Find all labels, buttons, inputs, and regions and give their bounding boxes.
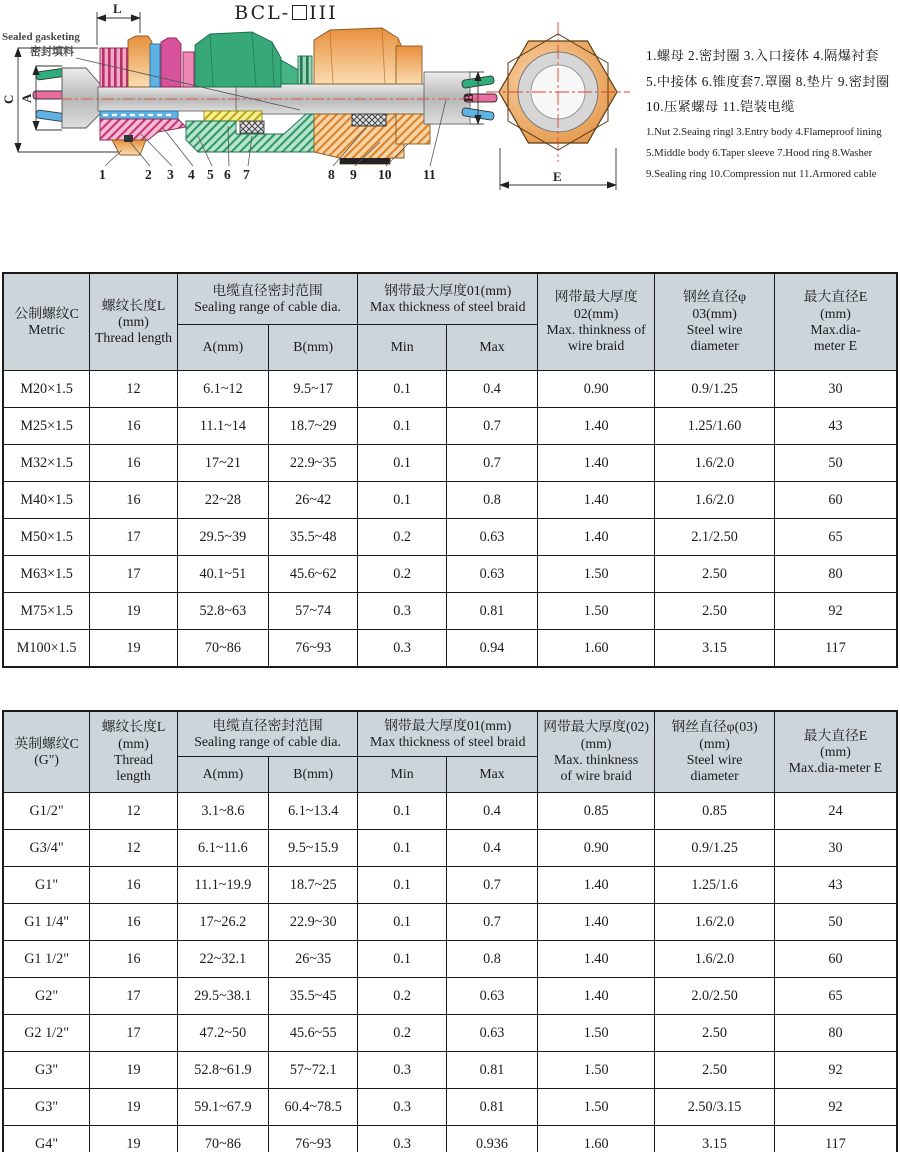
- table-cell: 17~26.2: [177, 904, 268, 941]
- table-cell: 30: [774, 830, 897, 867]
- table-cell: 17~21: [177, 445, 268, 482]
- part-number: 2: [145, 167, 152, 182]
- table-cell: 60: [774, 941, 897, 978]
- table-cell: 117: [774, 1126, 897, 1152]
- table-cell: 3.1~8.6: [177, 793, 268, 830]
- part-number: 10: [378, 167, 392, 182]
- legend-en-line: 9.Sealing ring 10.Compression nut 11.Armored cable: [646, 167, 877, 180]
- table-row: [3, 556, 897, 593]
- table-cell: 3.15: [655, 630, 775, 668]
- table-cell: 22~32.1: [177, 941, 268, 978]
- hex-end-view: [486, 22, 630, 190]
- table-cell: 1.40: [538, 941, 655, 978]
- table-row: [3, 1126, 897, 1152]
- table-cell: 0.4: [446, 371, 537, 408]
- col-header-wire-braid: 网带最大厚度 02(mm) Max. thinkness of wire braid: [538, 273, 655, 371]
- table-cell: 1.50: [538, 1089, 655, 1126]
- col-header-max-diameter: 最大直径E (mm) Max.dia-meter E: [774, 711, 897, 793]
- table-cell: 0.63: [446, 1015, 537, 1052]
- table-cell: 0.90: [538, 830, 655, 867]
- table-row: [3, 519, 897, 556]
- table-cell: 80: [774, 556, 897, 593]
- table-row: [3, 408, 897, 445]
- table-cell: 47.2~50: [177, 1015, 268, 1052]
- table-cell: 1.6/2.0: [655, 904, 775, 941]
- table-cell: 26~42: [269, 482, 358, 519]
- table-cell: 0.7: [446, 445, 537, 482]
- part-number: 7: [243, 167, 250, 182]
- table-cell: 22~28: [177, 482, 268, 519]
- table-cell: 0.3: [358, 1126, 447, 1152]
- col-header-metric-thread: 公制螺纹C Metric: [3, 273, 90, 371]
- table-cell: 0.85: [538, 793, 655, 830]
- col-header-thread-length: 螺纹长度L (mm) Thread length: [90, 711, 178, 793]
- table-cell: 1.50: [538, 1052, 655, 1089]
- table-row: [3, 1015, 897, 1052]
- table-cell: 18.7~29: [269, 408, 358, 445]
- table-cell: 22.9~30: [269, 904, 358, 941]
- col-header-steel-wire: 钢丝直径φ(03) (mm) Steel wire diameter: [655, 711, 775, 793]
- table-cell: 0.936: [446, 1126, 537, 1152]
- table-row: [3, 445, 897, 482]
- table-cell: 65: [774, 519, 897, 556]
- table-row: [3, 371, 897, 408]
- table-cell: 0.2: [358, 556, 447, 593]
- table-cell: 92: [774, 1052, 897, 1089]
- col-header-max: Max: [446, 757, 537, 793]
- table-cell: 9.5~15.9: [269, 830, 358, 867]
- table-cell: 1.50: [538, 593, 655, 630]
- table-cell: 19: [90, 1089, 178, 1126]
- table-cell: M20×1.5: [3, 371, 90, 408]
- table-cell: 0.1: [358, 941, 447, 978]
- table-cell: 16: [90, 482, 178, 519]
- table-cell: 11.1~19.9: [177, 867, 268, 904]
- dim-label-b: B: [461, 93, 476, 102]
- table-cell: 0.1: [358, 408, 447, 445]
- table-row: [3, 1089, 897, 1126]
- table-cell: 50: [774, 445, 897, 482]
- col-header-sealing-range: 电缆直径密封范围 Sealing range of cable dia.: [177, 273, 358, 325]
- model-prefix: BCL-: [234, 2, 291, 24]
- table-cell: 52.8~63: [177, 593, 268, 630]
- table-cell: 0.7: [446, 904, 537, 941]
- table-cell: 17: [90, 1015, 178, 1052]
- cross-section-diagram: [33, 28, 497, 164]
- table-cell: 19: [90, 630, 178, 668]
- table-cell: 16: [90, 408, 178, 445]
- table-cell: 0.81: [446, 593, 537, 630]
- table-cell: 1.40: [538, 408, 655, 445]
- table-cell: 70~86: [177, 630, 268, 668]
- table-cell: 92: [774, 593, 897, 630]
- table-cell: 1.6/2.0: [655, 445, 775, 482]
- taper-strip-yellow: [204, 111, 262, 121]
- col-header-min: Min: [358, 325, 447, 371]
- table-cell: 0.7: [446, 867, 537, 904]
- table-cell: 2.50: [655, 556, 775, 593]
- table-cell: 0.4: [446, 830, 537, 867]
- dim-label-e: E: [553, 169, 562, 184]
- dim-label-l: L: [113, 1, 122, 16]
- table-cell: 29.5~38.1: [177, 978, 268, 1015]
- table-cell: 1.25/1.6: [655, 867, 775, 904]
- table-cell: 92: [774, 1089, 897, 1126]
- cable-sheath-left: [62, 68, 100, 128]
- green-thread: [298, 56, 312, 84]
- table-cell: G1/2": [3, 793, 90, 830]
- table-cell: 1.40: [538, 867, 655, 904]
- table-cell: 1.6/2.0: [655, 941, 775, 978]
- table-cell: 1.60: [538, 630, 655, 668]
- table-cell: 9.5~17: [269, 371, 358, 408]
- table-cell: G3/4": [3, 830, 90, 867]
- table-cell: 50: [774, 904, 897, 941]
- callout-zh: 密封填料: [30, 46, 74, 58]
- table-cell: 43: [774, 867, 897, 904]
- table-cell: 1.40: [538, 519, 655, 556]
- part-number: 11: [423, 167, 436, 182]
- table-cell: 12: [90, 371, 178, 408]
- model-suffix: III: [309, 2, 338, 24]
- col-header-steel-wire: 钢丝直径φ 03(mm) Steel wire diameter: [655, 273, 775, 371]
- table-cell: 26~35: [269, 941, 358, 978]
- compression-nut-top: [314, 28, 404, 84]
- table-cell: 19: [90, 1126, 178, 1152]
- table-cell: 0.85: [655, 793, 775, 830]
- legend-en-line: 1.Nut 2.Seaing ringl 3.Entry body 4.Flameproof lining: [646, 125, 882, 138]
- table-cell: 35.5~45: [269, 978, 358, 1015]
- blue-ring-top: [150, 44, 160, 87]
- table-cell: 0.3: [358, 593, 447, 630]
- screw-detail: [124, 135, 133, 142]
- table-cell: M25×1.5: [3, 408, 90, 445]
- table-cell: 2.50: [655, 1015, 775, 1052]
- col-header-min: Min: [358, 757, 447, 793]
- table-row: [3, 904, 897, 941]
- table-cell: 1.50: [538, 1015, 655, 1052]
- col-header-max: Max: [446, 325, 537, 371]
- table-row: [3, 1052, 897, 1089]
- table-cell: 22.9~35: [269, 445, 358, 482]
- table-cell: 43: [774, 408, 897, 445]
- legend-zh-line: 10.压紧螺母 11.铠装电缆: [646, 99, 795, 114]
- table-cell: 60.4~78.5: [269, 1089, 358, 1126]
- legend-zh-line: 5.中接体 6.锥度套7.罩圈 8.垫片 9.密封圈: [646, 73, 890, 89]
- table-cell: 17: [90, 519, 178, 556]
- table-cell: 2.50/3.15: [655, 1089, 775, 1126]
- part-number: 6: [224, 167, 231, 182]
- table-cell: 6.1~13.4: [269, 793, 358, 830]
- table-cell: 45.6~62: [269, 556, 358, 593]
- part-number: 9: [350, 167, 357, 182]
- legend-en-line: 5.Middle body 6.Taper sleeve 7.Hood ring 8.Washer: [646, 146, 873, 159]
- table-cell: 1.40: [538, 904, 655, 941]
- middle-body-top: [195, 32, 281, 87]
- table-cell: 3.15: [655, 1126, 775, 1152]
- dim-label-c: C: [1, 94, 16, 104]
- table-cell: 40.1~51: [177, 556, 268, 593]
- table-row: [3, 830, 897, 867]
- table-cell: M75×1.5: [3, 593, 90, 630]
- table-cell: 17: [90, 556, 178, 593]
- table-cell: 2.50: [655, 1052, 775, 1089]
- col-header-a: A(mm): [177, 325, 268, 371]
- table-cell: 0.3: [358, 630, 447, 668]
- table-cell: 65: [774, 978, 897, 1015]
- table-cell: 0.8: [446, 482, 537, 519]
- table-cell: G3": [3, 1052, 90, 1089]
- col-header-sealing-range: 电缆直径密封范围 Sealing range of cable dia.: [177, 711, 358, 757]
- table-cell: G1 1/2": [3, 941, 90, 978]
- col-header-b: B(mm): [269, 325, 358, 371]
- metric-spec-table: [2, 272, 898, 668]
- col-header-thread-length: 螺纹长度L (mm) Thread length: [90, 273, 178, 371]
- table-cell: 0.1: [358, 371, 447, 408]
- seal-band: [340, 158, 390, 164]
- table-cell: 29.5~39: [177, 519, 268, 556]
- table-cell: 59.1~67.9: [177, 1089, 268, 1126]
- table-cell: 1.50: [538, 556, 655, 593]
- table-cell: 0.94: [446, 630, 537, 668]
- table-cell: 6.1~11.6: [177, 830, 268, 867]
- part-number: 3: [167, 167, 174, 182]
- table-cell: 0.1: [358, 830, 447, 867]
- table-cell: 1.6/2.0: [655, 482, 775, 519]
- table-cell: 0.2: [358, 1015, 447, 1052]
- table-cell: 11.1~14: [177, 408, 268, 445]
- table-cell: 2.0/2.50: [655, 978, 775, 1015]
- table-cell: 16: [90, 904, 178, 941]
- table-row: [3, 793, 897, 830]
- table-cell: 0.81: [446, 1052, 537, 1089]
- table-cell: 57~74: [269, 593, 358, 630]
- parts-legend: [646, 48, 900, 188]
- table-cell: 80: [774, 1015, 897, 1052]
- table-cell: 24: [774, 793, 897, 830]
- table-row: [3, 593, 897, 630]
- table-cell: M63×1.5: [3, 556, 90, 593]
- part-number: 1: [99, 167, 106, 182]
- orange-ring-top: [396, 46, 422, 84]
- part-number: 4: [188, 167, 195, 182]
- table-cell: 0.63: [446, 556, 537, 593]
- table-cell: 0.1: [358, 793, 447, 830]
- table-cell: 0.3: [358, 1052, 447, 1089]
- table-cell: 19: [90, 1052, 178, 1089]
- table-cell: 0.1: [358, 867, 447, 904]
- col-header-steel-braid: 钢带最大厚度01(mm) Max thickness of steel braid: [358, 273, 538, 325]
- table-cell: 0.1: [358, 904, 447, 941]
- table-cell: 35.5~48: [269, 519, 358, 556]
- table-cell: 12: [90, 830, 178, 867]
- table-cell: 0.90: [538, 371, 655, 408]
- table-row: [3, 941, 897, 978]
- callout-en: Sealed gasketing: [2, 31, 80, 43]
- table-cell: 0.1: [358, 482, 447, 519]
- table-cell: 1.40: [538, 978, 655, 1015]
- table-cell: 76~93: [269, 630, 358, 668]
- table-row: [3, 978, 897, 1015]
- table-cell: 0.9/1.25: [655, 371, 775, 408]
- table-cell: 0.63: [446, 519, 537, 556]
- table-cell: 0.2: [358, 519, 447, 556]
- table-cell: 1.40: [538, 482, 655, 519]
- table-cell: 30: [774, 371, 897, 408]
- table-cell: 0.9/1.25: [655, 830, 775, 867]
- table-row: [3, 867, 897, 904]
- table-cell: G1 1/4": [3, 904, 90, 941]
- nut-section: [112, 140, 146, 155]
- col-header-g-thread: 英制螺纹C (G"): [3, 711, 90, 793]
- table-cell: G4": [3, 1126, 90, 1152]
- pink-ring-top: [183, 52, 194, 87]
- table-cell: 6.1~12: [177, 371, 268, 408]
- table-row: [3, 630, 897, 668]
- table-cell: 117: [774, 630, 897, 668]
- dim-label-a: A: [19, 93, 34, 103]
- table-cell: 70~86: [177, 1126, 268, 1152]
- col-header-wire-braid: 网带最大厚度(02) (mm) Max. thinkness of wire braid: [538, 711, 655, 793]
- table-cell: 0.3: [358, 1089, 447, 1126]
- table-cell: 60: [774, 482, 897, 519]
- table-cell: 16: [90, 445, 178, 482]
- table-cell: M100×1.5: [3, 630, 90, 668]
- part-number: 5: [207, 167, 214, 182]
- table-cell: 0.81: [446, 1089, 537, 1126]
- table-cell: 1.60: [538, 1126, 655, 1152]
- col-header-b: B(mm): [269, 757, 358, 793]
- table-cell: 57~72.1: [269, 1052, 358, 1089]
- g-thread-spec-table: [2, 710, 898, 1152]
- col-header-a: A(mm): [177, 757, 268, 793]
- table-cell: 0.8: [446, 941, 537, 978]
- col-header-steel-braid: 钢带最大厚度01(mm) Max thickness of steel braid: [358, 711, 538, 757]
- table-cell: 0.4: [446, 793, 537, 830]
- table-cell: 17: [90, 978, 178, 1015]
- table-cell: 2.1/2.50: [655, 519, 775, 556]
- table-cell: 1.40: [538, 445, 655, 482]
- table-cell: 12: [90, 793, 178, 830]
- legend-zh-line: 1.螺母 2.密封圈 3.入口接体 4.隔爆衬套: [646, 48, 879, 63]
- table-cell: M32×1.5: [3, 445, 90, 482]
- table-cell: 0.7: [446, 408, 537, 445]
- taper-sleeve-section: [240, 121, 264, 133]
- table-cell: 0.63: [446, 978, 537, 1015]
- part-numbers: [99, 167, 436, 182]
- table-cell: 19: [90, 593, 178, 630]
- table-cell: G2": [3, 978, 90, 1015]
- table-cell: 45.6~55: [269, 1015, 358, 1052]
- table-cell: 76~93: [269, 1126, 358, 1152]
- table-cell: G3": [3, 1089, 90, 1126]
- washer-section: [352, 114, 386, 126]
- table-cell: G1": [3, 867, 90, 904]
- table-cell: M50×1.5: [3, 519, 90, 556]
- table-cell: 52.8~61.9: [177, 1052, 268, 1089]
- table-cell: 16: [90, 941, 178, 978]
- table-cell: 1.25/1.60: [655, 408, 775, 445]
- table-cell: 2.50: [655, 593, 775, 630]
- col-header-max-diameter: 最大直径E (mm) Max.dia- meter E: [774, 273, 897, 371]
- table-cell: M40×1.5: [3, 482, 90, 519]
- table-cell: 0.1: [358, 445, 447, 482]
- nut-top: [128, 36, 152, 87]
- table-cell: 18.7~25: [269, 867, 358, 904]
- table-cell: 16: [90, 867, 178, 904]
- table-cell: 0.2: [358, 978, 447, 1015]
- table-row: [3, 482, 897, 519]
- table-cell: G2 1/2": [3, 1015, 90, 1052]
- part-number: 8: [328, 167, 335, 182]
- entry-body-section: [100, 119, 186, 140]
